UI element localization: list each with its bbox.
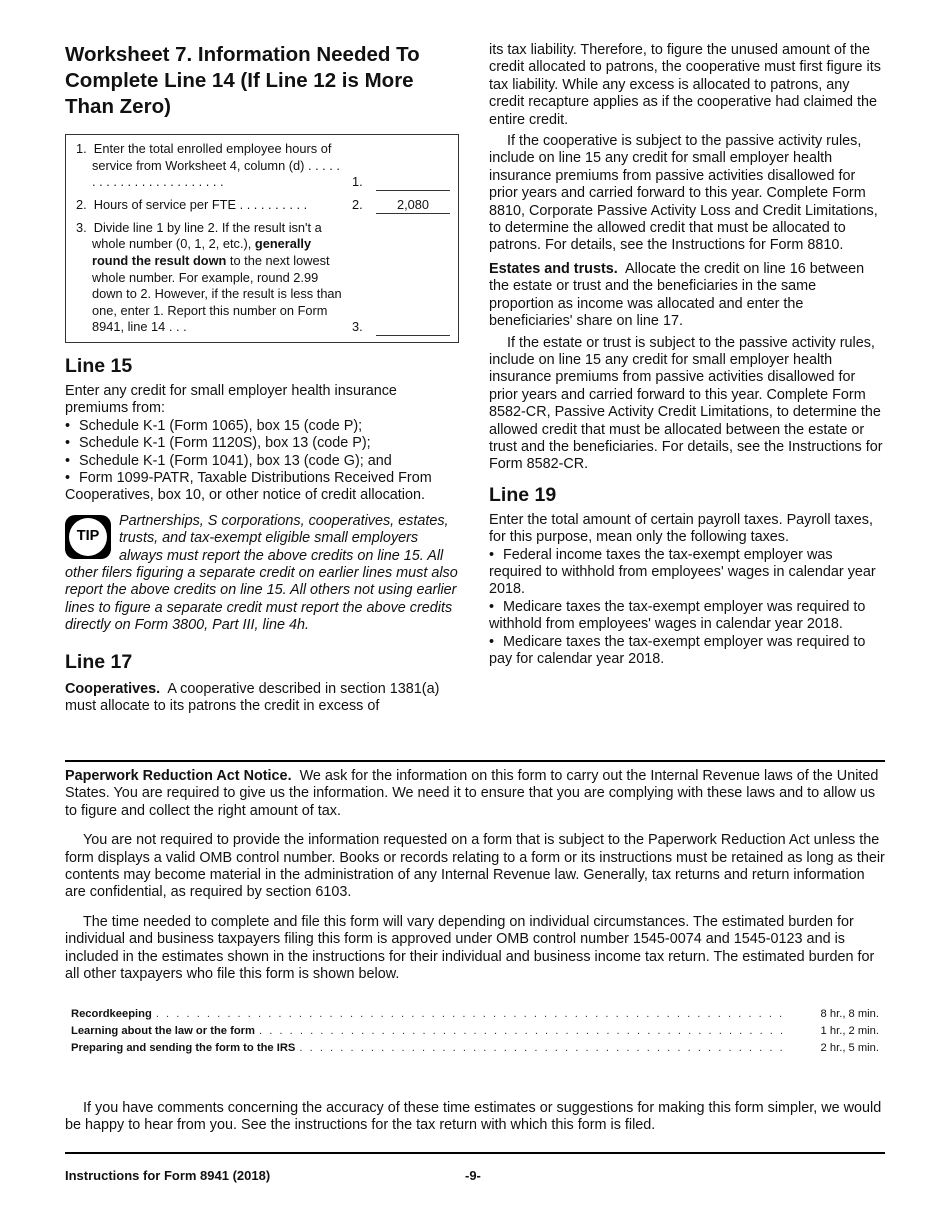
line-17-heading: Line 17 [65,650,133,673]
line-15-bullet-2: • Schedule K-1 (Form 1120S), box 13 (code P); [65,435,460,452]
worksheet-line-2: 2. Hours of service per FTE . . . . . . . . . . 2. 2,080 [76,197,450,214]
worksheet-line-3: 3. Divide line 1 by line 2. If the result isn't a whole number (0, 1, 2, etc.), generally round the result down to the next lowest whole number. For example, round 2.99 down to 2. However, if the result is less than one, enter 1. Report this number on Form 8941, line 14 . . . 3. [76,220,450,336]
estates-passive-paragraph: If the estate or trust is subject to the passive activity rules, include on line 15 any credit for small employer health insurance premiums from passive activities disallowed for prior years and carried forward to this year. Complete Form 8582-CR, Passive Activity Credit Limitations, to determine the allowed credit that must be allocated between the estate or trust and the beneficiaries. For details, see the Instructions for Form 8582-CR. [489,334,883,473]
burden-value: 2 hr., 5 min. [820,1042,879,1054]
tip-text: Partnerships, S corporations, cooperatives, estates, trusts, and tax-exempt eligible small employers always must report the above credits on line 15. All other filers figuring a separate credit on earlier lines must also report the above credits on line 15. All others not using earlier lines to figure a separate credit must report the above credits directly on Form 3800, Part III, line 4h. [65,512,458,634]
line-19-bullet-1: • Federal income taxes the tax-exempt employer was required to withhold from employees' wages in calendar year 2018. [489,547,884,599]
tip-icon [65,515,111,559]
worksheet-line-1: 1. Enter the total enrolled employee hours of service from Worksheet 4, column (d) . . . . . . . . . . . . . . . . . . . . . . . . 1. [76,141,450,191]
worksheet-line-2-number: 2. [352,197,363,213]
cooperatives-paragraph [65,681,460,716]
section-divider [65,760,885,762]
line-19-bullet-3: • Medicare taxes the tax-exempt employer was required to pay for calendar year 2018. [489,634,884,669]
footer-form-title: Instructions for Form 8941 (2018) [65,1168,271,1183]
worksheet-line-3-number: 3. [352,319,363,335]
line-15-bullet-1: • Schedule K-1 (Form 1065), box 15 (code P); [65,418,460,435]
tip-label: TIP [69,518,107,556]
burden-value: 1 hr., 2 min. [820,1025,879,1037]
comments-paragraph: If you have comments concerning the accuracy of these time estimates or suggestions for making this form simpler, we would be happy to hear from you. See the instructions for the tax return with which this form is filed. [65,1100,882,1134]
burden-row [71,1023,879,1040]
worksheet-line-1-number: 1. [352,174,363,190]
cooperatives-passive-paragraph: If the cooperative is subject to the passive activity rules, include on line 15 any credit for small employer health insurance premiums from passive activities disallowed for prior years and carried forward to this year. Complete Form 8810, Corporate Passive Activity Loss and Credit Limitations, to determine the allowed credit that must be allocated to patrons. For details, see the Instructions for Form 8810. [489,133,878,254]
burden-label: Learning about the law or the form [71,1025,255,1037]
paperwork-paragraph-3: The time needed to complete and file this form will vary depending on individual circumstances. The estimated burden for individual and business taxpayers filing this form is approved under OMB control number 1545-0074 and 1545-0123 and is included in the estimates shown in the instructions for their individual and business income tax return. The estimated burden for all other taxpayers who file this form is shown below. [65,913,875,983]
tip-note [65,513,460,635]
worksheet-line-2-text: Hours of service per FTE . . . . . . . . . . [93,197,308,213]
burden-table [71,1006,879,1057]
burden-label: Preparing and sending the form to the IRS [71,1042,296,1054]
worksheet-line-3-answer[interactable] [376,319,450,336]
paperwork-label: Paperwork Reduction Act Notice. [65,768,292,784]
line-15-heading: Line 15 [65,354,133,377]
line-19-bullet-2: • Medicare taxes the tax-exempt employer was required to withhold from employees' wages in calendar year 2018. [489,599,884,634]
comments-section [65,1100,885,1135]
paperwork-section [65,768,885,983]
worksheet-title: Worksheet 7. Information Needed To Complete Line 14 (If Line 12 is More Than Zero) [65,43,420,118]
line-15-bullet-4: • Form 1099-PATR, Taxable Distributions Received From Cooperatives, box 10, or other notice of credit allocation. [65,470,460,505]
cooperatives-label: Cooperatives. [65,680,161,697]
estates-label: Estates and trusts. [489,260,618,277]
estates-paragraph [489,261,884,331]
footer-divider [65,1152,885,1154]
worksheet-line-2-answer: 2,080 [376,197,450,214]
estates-text: Allocate the credit on line 16 between the estate or trust and the beneficiaries in the same proportion as income was allocated and enter the beneficiaries' share on line 17. [489,260,865,330]
paperwork-paragraph-2: You are not required to provide the information requested on a form that is subject to the Paperwork Reduction Act unless the form displays a valid OMB control number. Books or records relating to a form or its instructions must be retained as long as their contents may become material in the administration of any Internal Revenue law. Generally, tax returns and return information are confidential, as required by section 6103. [65,832,885,901]
worksheet-line-1-answer[interactable] [376,174,450,191]
cooperatives-text-continued: its tax liability. Therefore, to figure the unused amount of the credit allocated to patrons, the cooperative must first figure its tax liability. While any excess is allocated to patrons, any credit recapture applies as if the cooperative had claimed the entire credit. [489,42,881,128]
page-footer [65,1168,885,1183]
line-19-heading: Line 19 [489,483,557,506]
footer-page-number: -9- [465,1168,481,1183]
worksheet-line-1-text: Enter the total enrolled employee hours of service from Worksheet 4, column (d) . . . . . . . . . . . . . . . . . . . . . . . . [92,141,340,190]
worksheet-line-3-text-b: to the next lowest whole number. For example, round 2.99 down to 2. However, if the result is less than one, enter 1. Report this number on Form 8941, line 14 . . . [92,252,342,335]
right-column [489,42,884,668]
worksheet-table [65,134,459,343]
worksheet-line-3-text-a: Divide line 1 by line 2. If the result isn't a whole number (0, 1, 2, etc.), [92,219,322,252]
paperwork-paragraph-1 [65,768,885,820]
line-19-intro: Enter the total amount of certain payroll taxes. Payroll taxes, for this purpose, mean only the following taxes. [489,511,873,546]
burden-row [71,1040,879,1057]
paperwork-text-1: We ask for the information on this form to carry out the Internal Revenue laws of the United States. You are required to give us the information. We need it to ensure that you are complying with these laws and to allow us to figure and collect the right amount of tax. [65,768,879,819]
line-15-bullet-3: • Schedule K-1 (Form 1041), box 13 (code G); and [65,453,460,470]
burden-row [71,1006,879,1023]
left-column [65,42,460,715]
burden-value: 8 hr., 8 min. [820,1008,879,1020]
cooperatives-text-start: A cooperative described in section 1381(a) must allocate to its patrons the credit in excess of [65,680,440,715]
worksheet-line-3-bold: generally round the result down [92,236,312,268]
line-15-intro: Enter any credit for small employer health insurance premiums from: [65,382,397,417]
burden-label: Recordkeeping [71,1008,152,1020]
